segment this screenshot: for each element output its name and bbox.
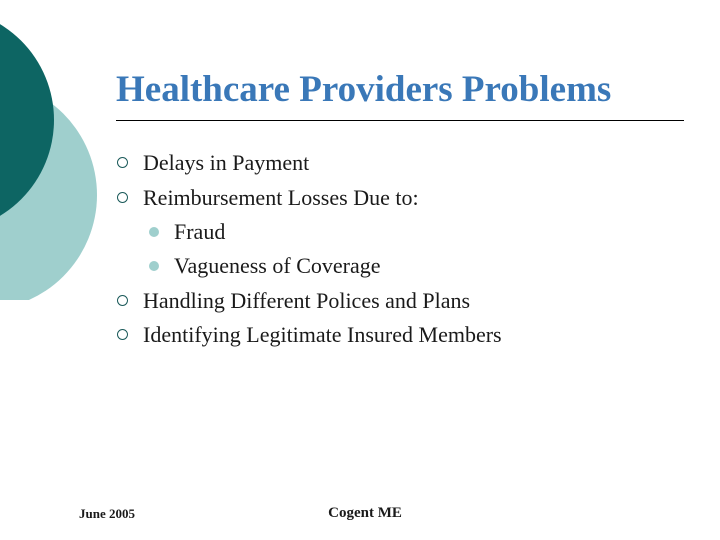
filled-circle-bullet-icon <box>149 227 159 237</box>
bullet-item <box>0 148 720 178</box>
bullet-text: Identifying Legitimate Insured Members <box>143 322 502 347</box>
sub-bullet-text: Vagueness of Coverage <box>174 253 381 278</box>
sub-bullet-item <box>0 217 720 247</box>
hollow-circle-bullet-icon <box>117 157 128 168</box>
slide-title: Healthcare Providers Problems <box>116 69 612 110</box>
hollow-circle-bullet-icon <box>117 329 128 340</box>
bullet-text: Delays in Payment <box>143 150 310 175</box>
hollow-circle-bullet-icon <box>117 192 128 203</box>
footer-company: Cogent ME <box>328 505 402 521</box>
bullet-item <box>0 183 720 213</box>
footer-date: June 2005 <box>79 506 135 521</box>
sub-bullet-text: Fraud <box>174 219 226 244</box>
bullet-text: Handling Different Polices and Plans <box>143 288 471 313</box>
sub-bullet-item <box>0 251 720 281</box>
bullet-item <box>0 286 720 316</box>
hollow-circle-bullet-icon <box>117 295 128 306</box>
filled-circle-bullet-icon <box>149 261 159 271</box>
bullet-item <box>0 320 720 350</box>
bullet-text: Reimbursement Losses Due to: <box>143 185 419 210</box>
